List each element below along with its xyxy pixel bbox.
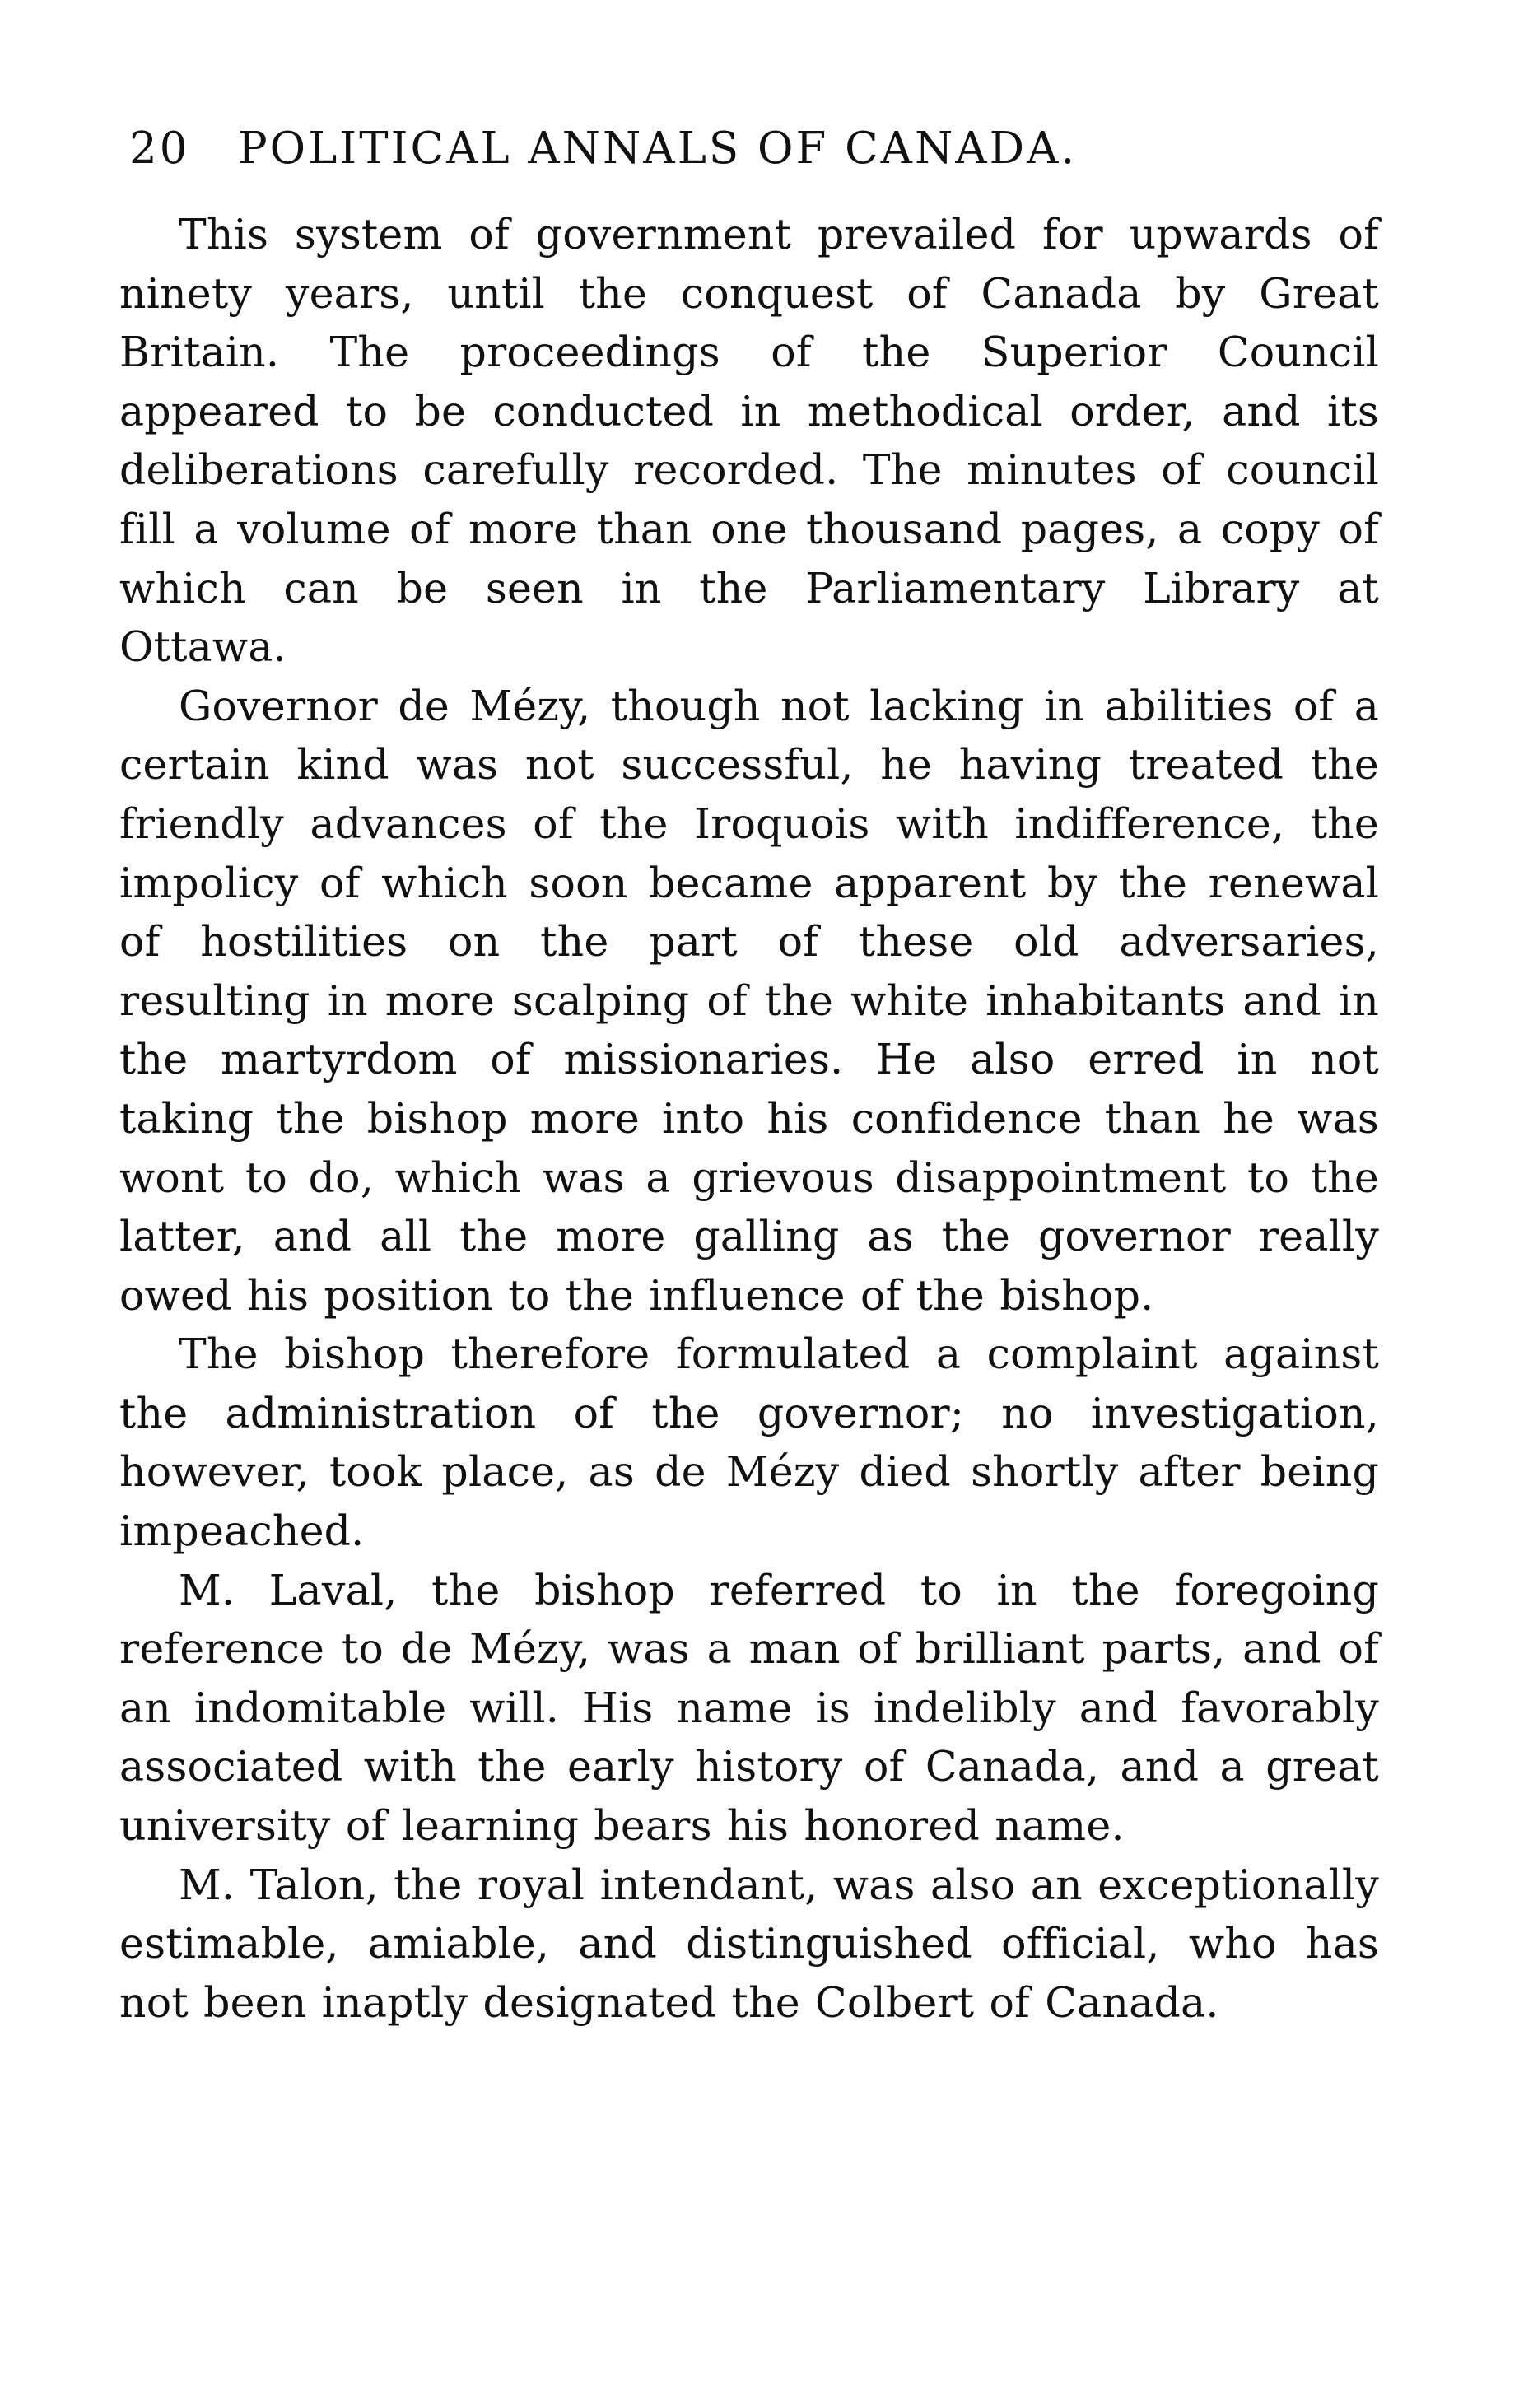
paragraph-laval: M. Laval, the bishop referred to in the foregoing reference to de Mézy, was a man of brilliant parts, and of an indomitable will. His name is indelibly and favorably associated with the early history of Canada, and a great university of learning bears his honored name. (119, 1565, 1379, 1851)
running-head (119, 123, 1379, 174)
paragraph-talon: M. Talon, the royal intendant, was also an exceptionally estimable, amiable, and distinguished official, who has not been inaptly designated the Colbert of Canada. (119, 1860, 1379, 2027)
paragraph-council-records: This system of government prevailed for upwards of ninety years, until the conquest of Canada by Great Britain. The proceedings of the Superior Council appeared to be conducted in methodical order, and its deliberations carefully recorded. The minutes of council fill a volume of more than one thousand pages, a copy of which can be seen in the Parliamentary Library at Ottawa. (119, 210, 1379, 672)
book-page (119, 123, 1379, 2032)
running-title: POLITICAL ANNALS OF CANADA. (238, 123, 1078, 174)
page-number: 20 (129, 123, 190, 174)
paragraph-governor-de-mezy: Governor de Mézy, though not lacking in abilities of a certain kind was not successful, he having treated the friendly advances of the Iroquois with indifference, the impolicy of which soon became apparent by the renewal of hostilities on the part of these old adversaries, resulting in more scalping of the white inhabitants and in the martyrdom of missionaries. He also erred in not taking the bishop more into his confidence than he was wont to do, which was a grievous disappointment to the latter, and all the more galling as the governor really owed his position to the influence of the bishop. (119, 681, 1379, 1320)
paragraph-bishop-complaint: The bishop therefore formulated a complaint against the administration of the governor; no investigation, however, took place, as de Mézy died shortly after being impeached. (119, 1330, 1379, 1556)
body-text (119, 205, 1379, 2032)
